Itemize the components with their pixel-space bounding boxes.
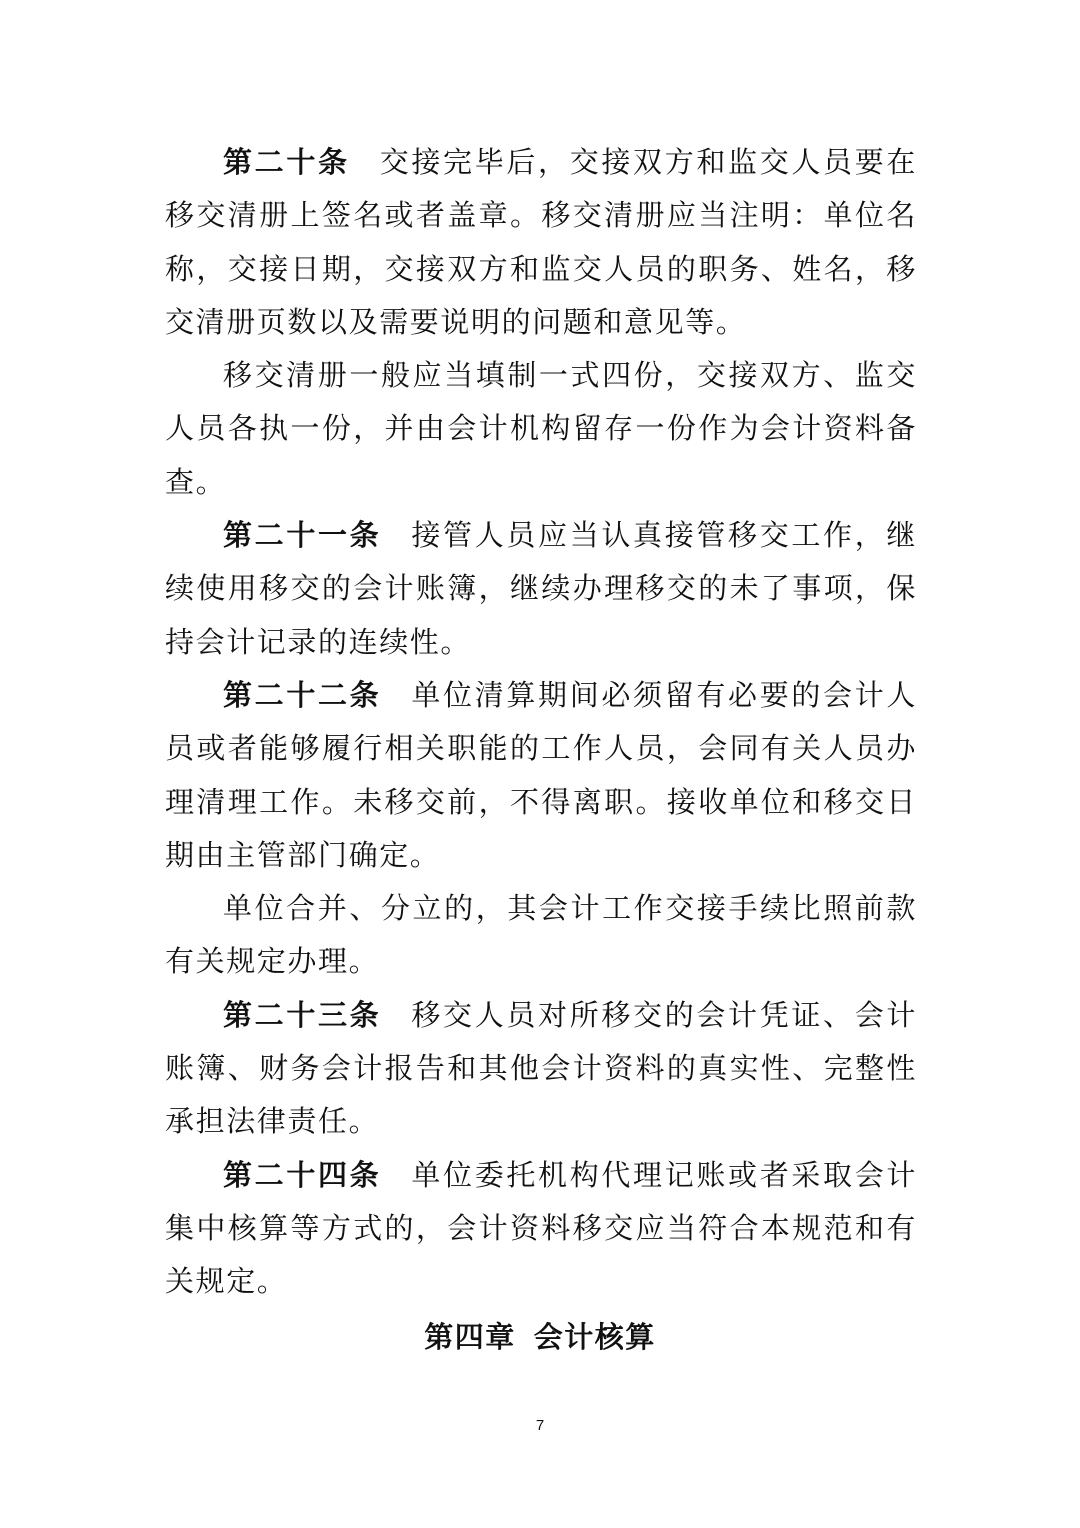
article-20-paragraph-1 <box>165 136 917 349</box>
article-22-paragraph-2 <box>165 882 917 989</box>
article-23-number: 第二十三条 <box>223 997 382 1032</box>
article-22-paragraph-1 <box>165 669 917 882</box>
article-22-text-1: 单位清算期间必须留有必要的会计人员或者能够履行相关职能的工作人员，会同有关人员办理清理工作。未移交前，不得离职。接收单位和移交日期由主管部门确定。 <box>165 677 917 872</box>
article-21-number: 第二十一条 <box>223 518 382 553</box>
document-body <box>165 136 917 1309</box>
article-20-number: 第二十条 <box>223 145 350 179</box>
article-22-text-2: 单位合并、分立的，其会计工作交接手续比照前款有关规定办理。 <box>165 891 917 979</box>
chapter-heading <box>0 1313 1080 1361</box>
article-21-text-1: 接管人员应当认真接管移交工作，继续使用移交的会计账簿，继续办理移交的未了事项，保持会计记录的连续性。 <box>165 518 917 659</box>
chapter-title: 会计核算 <box>533 1320 656 1354</box>
article-23-text-1: 移交人员对所移交的会计凭证、会计账簿、财务会计报告和其他会计资料的真实性、完整性承担法律责任。 <box>165 997 917 1139</box>
article-24-number: 第二十四条 <box>223 1157 382 1192</box>
article-20-text-2: 移交清册一般应当填制一式四份，交接双方、监交人员各执一份，并由会计机构留存一份作为会计资料备查。 <box>165 358 917 499</box>
article-21-paragraph-1 <box>165 509 917 669</box>
article-20-paragraph-2 <box>165 349 917 509</box>
chapter-number: 第四章 <box>424 1320 516 1354</box>
page-number: 7 <box>535 1417 545 1434</box>
article-22-number: 第二十二条 <box>223 677 382 712</box>
article-20-text-1: 交接完毕后，交接双方和监交人员要在移交清册上签名或者盖章。移交清册应当注明：单位名称，交接日期，交接双方和监交人员的职务、姓名，移交清册页数以及需要说明的问题和意见等。 <box>165 145 918 339</box>
article-24-text-1: 单位委托机构代理记账或者采取会计集中核算等方式的，会计资料移交应当符合本规范和有关规定。 <box>165 1157 917 1299</box>
article-23-paragraph-1 <box>165 989 917 1149</box>
article-24-paragraph-1 <box>165 1149 917 1309</box>
